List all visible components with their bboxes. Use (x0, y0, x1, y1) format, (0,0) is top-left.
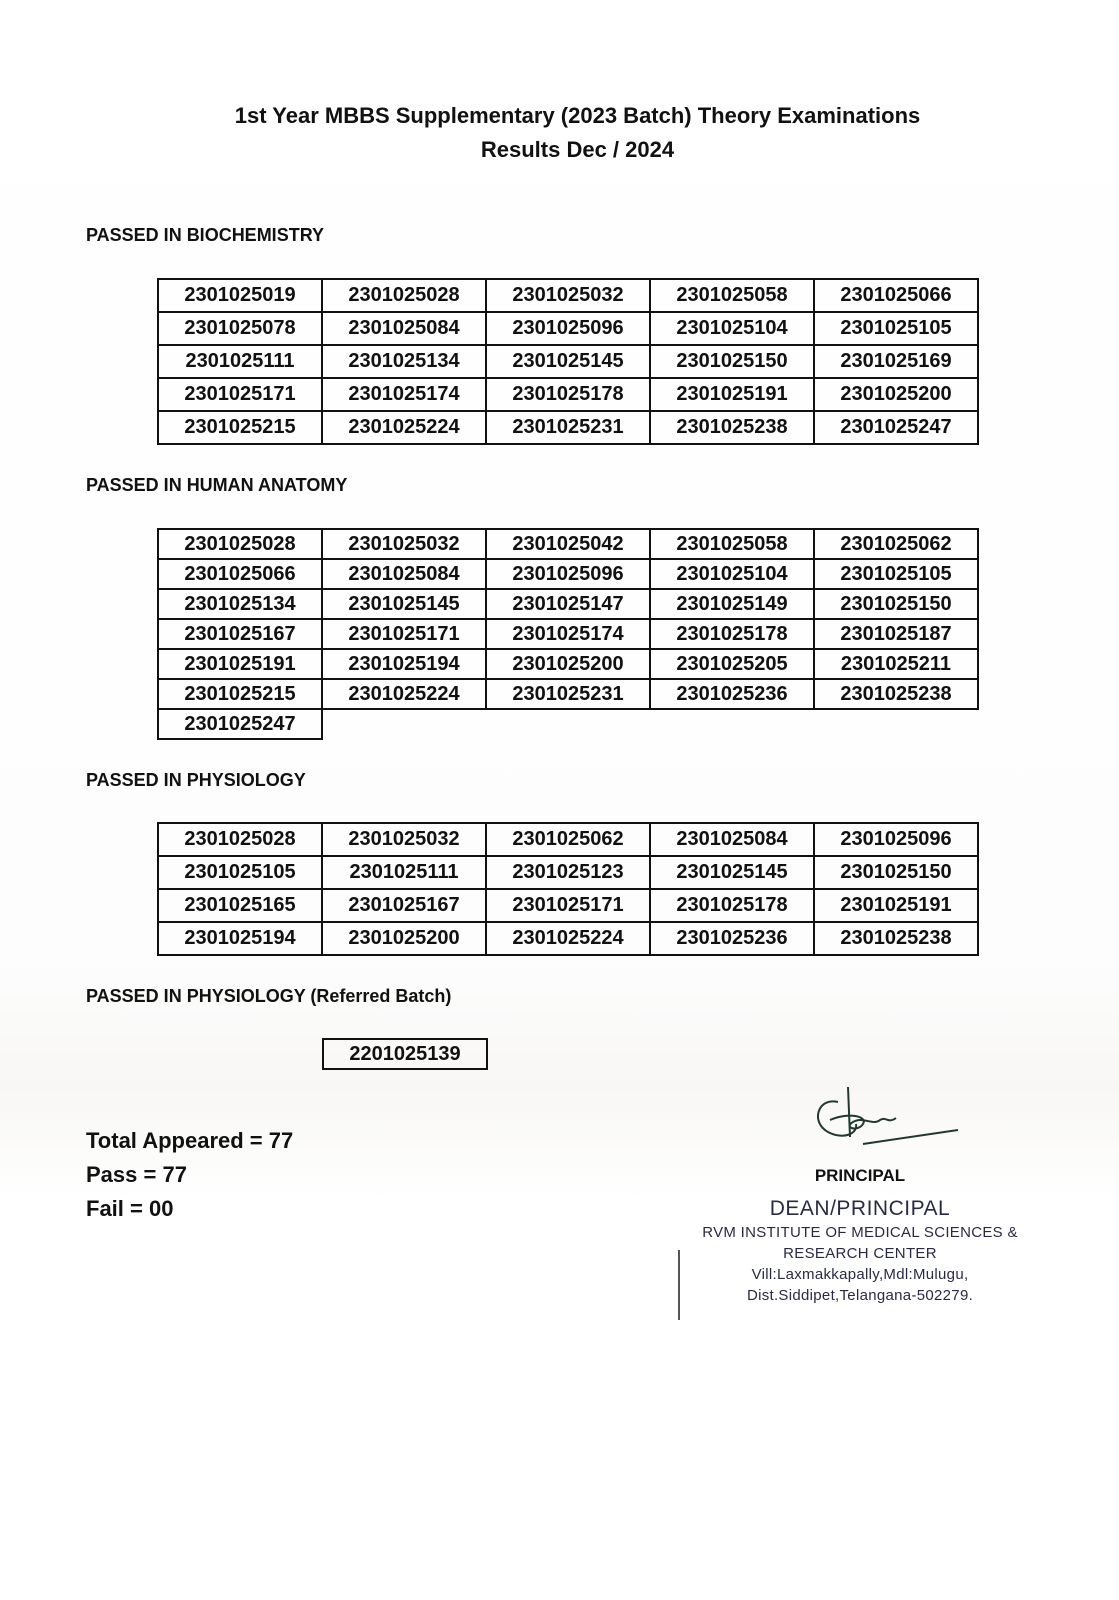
roll-number-cell: 2301025145 (650, 856, 814, 889)
roll-number-cell: 2301025174 (322, 378, 486, 411)
roll-number-cell: 2301025191 (158, 649, 322, 679)
roll-number-cell: 2301025028 (322, 279, 486, 312)
stamp-line-1: RVM INSTITUTE OF MEDICAL SCIENCES & (702, 1224, 1018, 1241)
table-row (158, 649, 978, 679)
roll-number-cell: 2301025238 (814, 679, 978, 709)
roll-number-cell: 2301025215 (158, 411, 322, 444)
roll-number-cell: 2301025096 (814, 823, 978, 856)
anatomy-table (157, 528, 979, 740)
roll-number-cell: 2301025058 (650, 279, 814, 312)
roll-number-cell: 2301025134 (158, 589, 322, 619)
roll-number-cell: 2301025205 (650, 649, 814, 679)
table-row (323, 1039, 487, 1069)
roll-number-cell: 2301025236 (650, 679, 814, 709)
roll-number-cell: 2301025224 (322, 411, 486, 444)
roll-number-cell: 2301025167 (322, 889, 486, 922)
roll-number-cell: 2301025178 (486, 378, 650, 411)
roll-number-cell: 2301025171 (486, 889, 650, 922)
section-label-physiology: PASSED IN PHYSIOLOGY (86, 770, 306, 790)
roll-number-cell: 2301025019 (158, 279, 322, 312)
roll-number-cell: 2301025200 (486, 649, 650, 679)
table-row (158, 345, 978, 378)
table-row (158, 856, 978, 889)
stamp-title: DEAN/PRINCIPAL (769, 1197, 951, 1220)
roll-number-cell: 2301025042 (486, 529, 650, 559)
roll-number-cell: 2301025145 (322, 589, 486, 619)
roll-number-cell: 2301025187 (814, 619, 978, 649)
roll-number-cell: 2301025066 (814, 279, 978, 312)
roll-number-cell: 2301025174 (486, 619, 650, 649)
roll-number-cell: 2301025215 (158, 679, 322, 709)
roll-number-cell: 2301025231 (486, 411, 650, 444)
roll-number-cell: 2301025149 (650, 589, 814, 619)
section-label-physiology-referred: PASSED IN PHYSIOLOGY (Referred Batch) (86, 986, 452, 1006)
table-row (158, 279, 978, 312)
table-row (158, 619, 978, 649)
roll-number-cell: 2301025194 (322, 649, 486, 679)
stamp-line-2: RESEARCH CENTER (783, 1245, 937, 1262)
roll-number-cell: 2301025178 (650, 889, 814, 922)
table-row (158, 411, 978, 444)
roll-number-cell: 2301025078 (158, 312, 322, 345)
roll-number-cell: 2301025247 (814, 411, 978, 444)
table-row (158, 922, 978, 955)
signature-icon (808, 1082, 968, 1152)
roll-number-cell: 2301025238 (814, 922, 978, 955)
table-row (158, 378, 978, 411)
fail-count: Fail = 00 (86, 1196, 174, 1221)
roll-number-cell: 2301025028 (158, 823, 322, 856)
document-subtitle: Results Dec / 2024 (480, 137, 675, 162)
roll-number-cell: 2301025066 (158, 559, 322, 589)
table-row (158, 679, 978, 709)
roll-number-cell: 2301025178 (650, 619, 814, 649)
pass-count: Pass = 77 (86, 1162, 187, 1187)
roll-number-cell: 2301025032 (322, 529, 486, 559)
table-row (158, 559, 978, 589)
section-label-biochemistry: PASSED IN BIOCHEMISTRY (86, 225, 325, 245)
roll-number-cell: 2301025032 (322, 823, 486, 856)
roll-number-cell: 2301025238 (650, 411, 814, 444)
roll-number-cell: 2301025084 (322, 312, 486, 345)
roll-number-cell: 2301025211 (814, 649, 978, 679)
roll-number-cell: 2301025111 (158, 345, 322, 378)
table-row (158, 589, 978, 619)
results-summary (86, 1124, 293, 1226)
roll-number-cell: 2301025191 (650, 378, 814, 411)
stamp-edge (678, 1250, 680, 1320)
roll-number-cell: 2301025169 (814, 345, 978, 378)
roll-number-cell: 2301025165 (158, 889, 322, 922)
roll-number-cell: 2301025096 (486, 312, 650, 345)
institution-stamp (690, 1196, 1030, 1306)
roll-number-cell: 2301025191 (814, 889, 978, 922)
roll-number-cell: 2301025096 (486, 559, 650, 589)
roll-number-cell: 2301025147 (486, 589, 650, 619)
roll-number-cell: 2201025139 (323, 1039, 487, 1069)
biochemistry-table (157, 278, 979, 445)
roll-number-cell: 2301025084 (322, 559, 486, 589)
roll-number-cell: 2301025150 (814, 856, 978, 889)
roll-number-cell: 2301025167 (158, 619, 322, 649)
principal-label: PRINCIPAL (814, 1166, 906, 1185)
roll-number-cell: 2301025200 (322, 922, 486, 955)
roll-number-cell: 2301025032 (486, 279, 650, 312)
table-row (158, 823, 978, 856)
roll-number-cell: 2301025104 (650, 559, 814, 589)
roll-number-cell: 2301025105 (814, 559, 978, 589)
roll-number-cell: 2301025111 (322, 856, 486, 889)
roll-number-cell: 2301025058 (650, 529, 814, 559)
roll-number-cell: 2301025134 (322, 345, 486, 378)
table-row (158, 889, 978, 922)
roll-number-cell: 2301025171 (322, 619, 486, 649)
roll-number-cell: 2301025224 (486, 922, 650, 955)
roll-number-cell: 2301025105 (814, 312, 978, 345)
roll-number-cell: 2301025224 (322, 679, 486, 709)
roll-number-cell: 2301025062 (486, 823, 650, 856)
roll-number-cell: 2301025028 (158, 529, 322, 559)
roll-number-cell: 2301025231 (486, 679, 650, 709)
section-label-anatomy: PASSED IN HUMAN ANATOMY (86, 475, 348, 495)
roll-number-cell: 2301025123 (486, 856, 650, 889)
roll-number-cell: 2301025084 (650, 823, 814, 856)
table-row (158, 709, 978, 739)
total-appeared: Total Appeared = 77 (86, 1128, 294, 1153)
roll-number-cell: 2301025104 (650, 312, 814, 345)
roll-number-cell: 2301025145 (486, 345, 650, 378)
physiology-table (157, 822, 979, 956)
document-title: 1st Year MBBS Supplementary (2023 Batch) Theory Examinations (234, 103, 921, 128)
stamp-line-3: Vill:Laxmakkapally,Mdl:Mulugu, (751, 1266, 969, 1283)
roll-number-cell: 2301025150 (650, 345, 814, 378)
roll-number-cell: 2301025200 (814, 378, 978, 411)
roll-number-cell: 2301025247 (158, 709, 322, 739)
roll-number-cell: 2301025171 (158, 378, 322, 411)
roll-number-cell: 2301025236 (650, 922, 814, 955)
table-row (158, 529, 978, 559)
roll-number-cell: 2301025194 (158, 922, 322, 955)
table-row (158, 312, 978, 345)
stamp-line-4: Dist.Siddipet,Telangana-502279. (746, 1287, 974, 1304)
roll-number-cell: 2301025062 (814, 529, 978, 559)
physiology-referred-table (322, 1038, 488, 1070)
roll-number-cell: 2301025150 (814, 589, 978, 619)
roll-number-cell: 2301025105 (158, 856, 322, 889)
